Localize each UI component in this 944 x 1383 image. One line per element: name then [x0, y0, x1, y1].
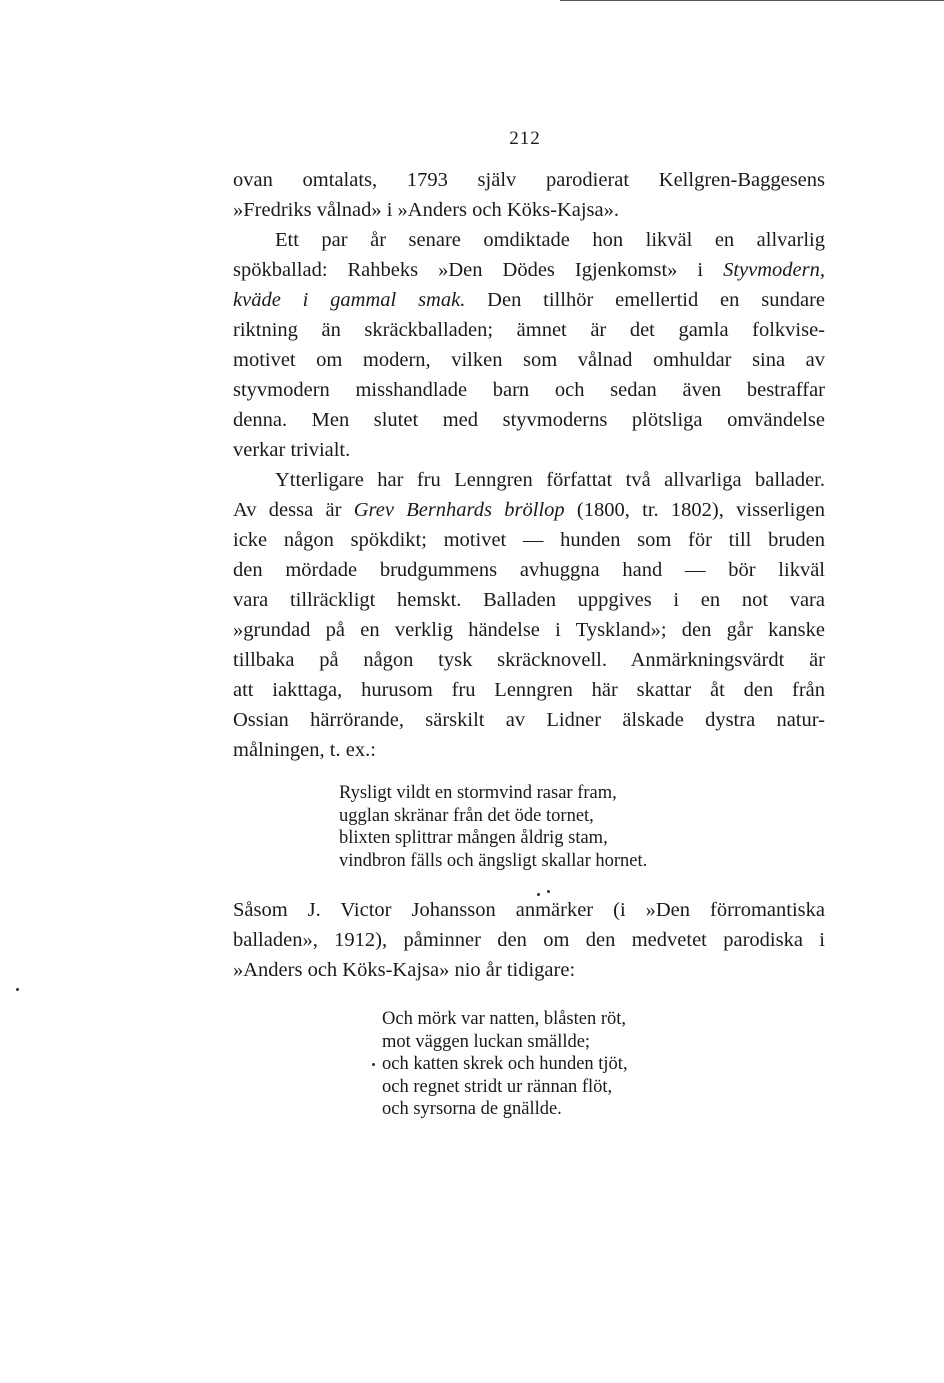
text-line — [233, 925, 825, 955]
verse-line: vindbron fälls och ängsligt skallar hornet. — [339, 850, 648, 871]
page-edge-rule — [560, 0, 944, 1]
text-run: målningen, t. ex.: — [233, 739, 376, 761]
text-line — [233, 895, 825, 925]
text-line — [233, 465, 825, 495]
text-line — [233, 375, 825, 405]
text-line — [233, 955, 825, 985]
verse-line: och syrsorna de gnällde. — [382, 1099, 562, 1119]
text-run: ovan omtalats, 1793 själv parodierat Kellgren-Baggesens — [233, 169, 825, 191]
text-run: verkar trivialt. — [233, 439, 351, 461]
text-line — [233, 315, 825, 345]
text-run: Ytterligare har fru Lenngren författat två allvarliga ballader. — [275, 469, 825, 491]
poem-quotation-stormvind — [339, 782, 647, 872]
text-run: Den tillhör emellertid en sundare — [465, 289, 825, 311]
paragraph-block-upper — [233, 165, 825, 765]
text-run: vara tillräckligt hemskt. Balladen uppgives i en not vara — [233, 589, 825, 611]
poem-quotation-natten — [382, 1008, 628, 1121]
scan-speck — [372, 1063, 375, 1066]
paragraph-block-lower — [233, 895, 825, 985]
text-run: tillbaka på någon tysk skräcknovell. Anmärkningsvärdt är — [233, 649, 825, 671]
text-line — [233, 705, 825, 735]
text-line — [233, 255, 825, 285]
italic-title: Grev Bernhards bröllop — [353, 499, 565, 521]
text-line — [233, 405, 825, 435]
text-run: Av dessa är — [233, 499, 354, 521]
text-run: »Fredriks vålnad» i »Anders och Köks-Kajsa». — [233, 199, 620, 221]
text-run: icke någon spökdikt; motivet — hunden som för till bruden — [233, 529, 825, 551]
text-run: Ett par år senare omdiktade hon likväl en allvarlig — [275, 229, 825, 251]
text-line — [233, 525, 825, 555]
verse-line: ugglan skränar från det öde tornet, — [339, 805, 594, 826]
text-line — [233, 225, 825, 255]
text-line — [233, 435, 825, 465]
text-run: riktning än skräckballaden; ämnet är det gamla folkvise- — [233, 319, 825, 341]
text-line — [233, 195, 825, 225]
text-line — [233, 645, 825, 675]
verse-line: och regnet stridt ur rännan flöt, — [382, 1076, 613, 1097]
text-run: att iakttaga, hurusom fru Lenngren här skattar åt den från — [233, 679, 825, 701]
text-run: motivet om modern, vilken som vålnad omhuldar sina av — [233, 349, 825, 371]
text-run: styvmodern misshandlade barn och sedan även bestraffar — [233, 379, 825, 401]
text-line — [233, 615, 825, 645]
text-line — [233, 555, 825, 585]
scan-speck — [16, 988, 19, 991]
text-line — [233, 735, 825, 765]
verse-line: Rysligt vildt en stormvind rasar fram, — [339, 783, 617, 803]
text-run: »grundad på en verklig händelse i Tyskland»; den går kanske — [233, 619, 825, 641]
text-line — [233, 495, 825, 525]
scan-speck — [537, 893, 540, 896]
verse-line: blixten splittrar mången åldrig stam, — [339, 828, 608, 848]
text-line — [233, 585, 825, 615]
verse-line: och katten skrek och hunden tjöt, — [382, 1054, 628, 1074]
text-line — [233, 165, 825, 195]
text-run: »Anders och Köks-Kajsa» nio år tidigare: — [233, 959, 576, 981]
verse-line: mot väggen luckan smällde; — [382, 1031, 591, 1052]
verse-line: Och mörk var natten, blåsten röt, — [382, 1009, 627, 1029]
text-run: denna. Men slutet med styvmoderns plötsliga omvändelse — [233, 409, 825, 431]
text-run: Ossian härrörande, särskilt av Lidner älskade dystra natur- — [233, 709, 825, 731]
italic-title: kväde i gammal smak. — [233, 289, 466, 311]
text-line — [233, 285, 825, 315]
text-run: spökballad: Rahbeks »Den Dödes Igjenkomst» i — [233, 259, 724, 281]
text-line — [233, 675, 825, 705]
text-run: (1800, tr. 1802), visserligen — [564, 499, 825, 521]
text-run: balladen», 1912), påminner den om den medvetet parodiska i — [233, 929, 825, 951]
text-run: Såsom J. Victor Johansson anmärker (i »Den förromantiska — [233, 899, 825, 921]
italic-title: Styvmodern, — [723, 259, 825, 281]
page-number: 212 — [509, 128, 541, 149]
text-run: den mördade brudgummens avhuggna hand — bör likväl — [233, 559, 825, 581]
text-line — [233, 345, 825, 375]
scan-speck — [547, 890, 550, 893]
